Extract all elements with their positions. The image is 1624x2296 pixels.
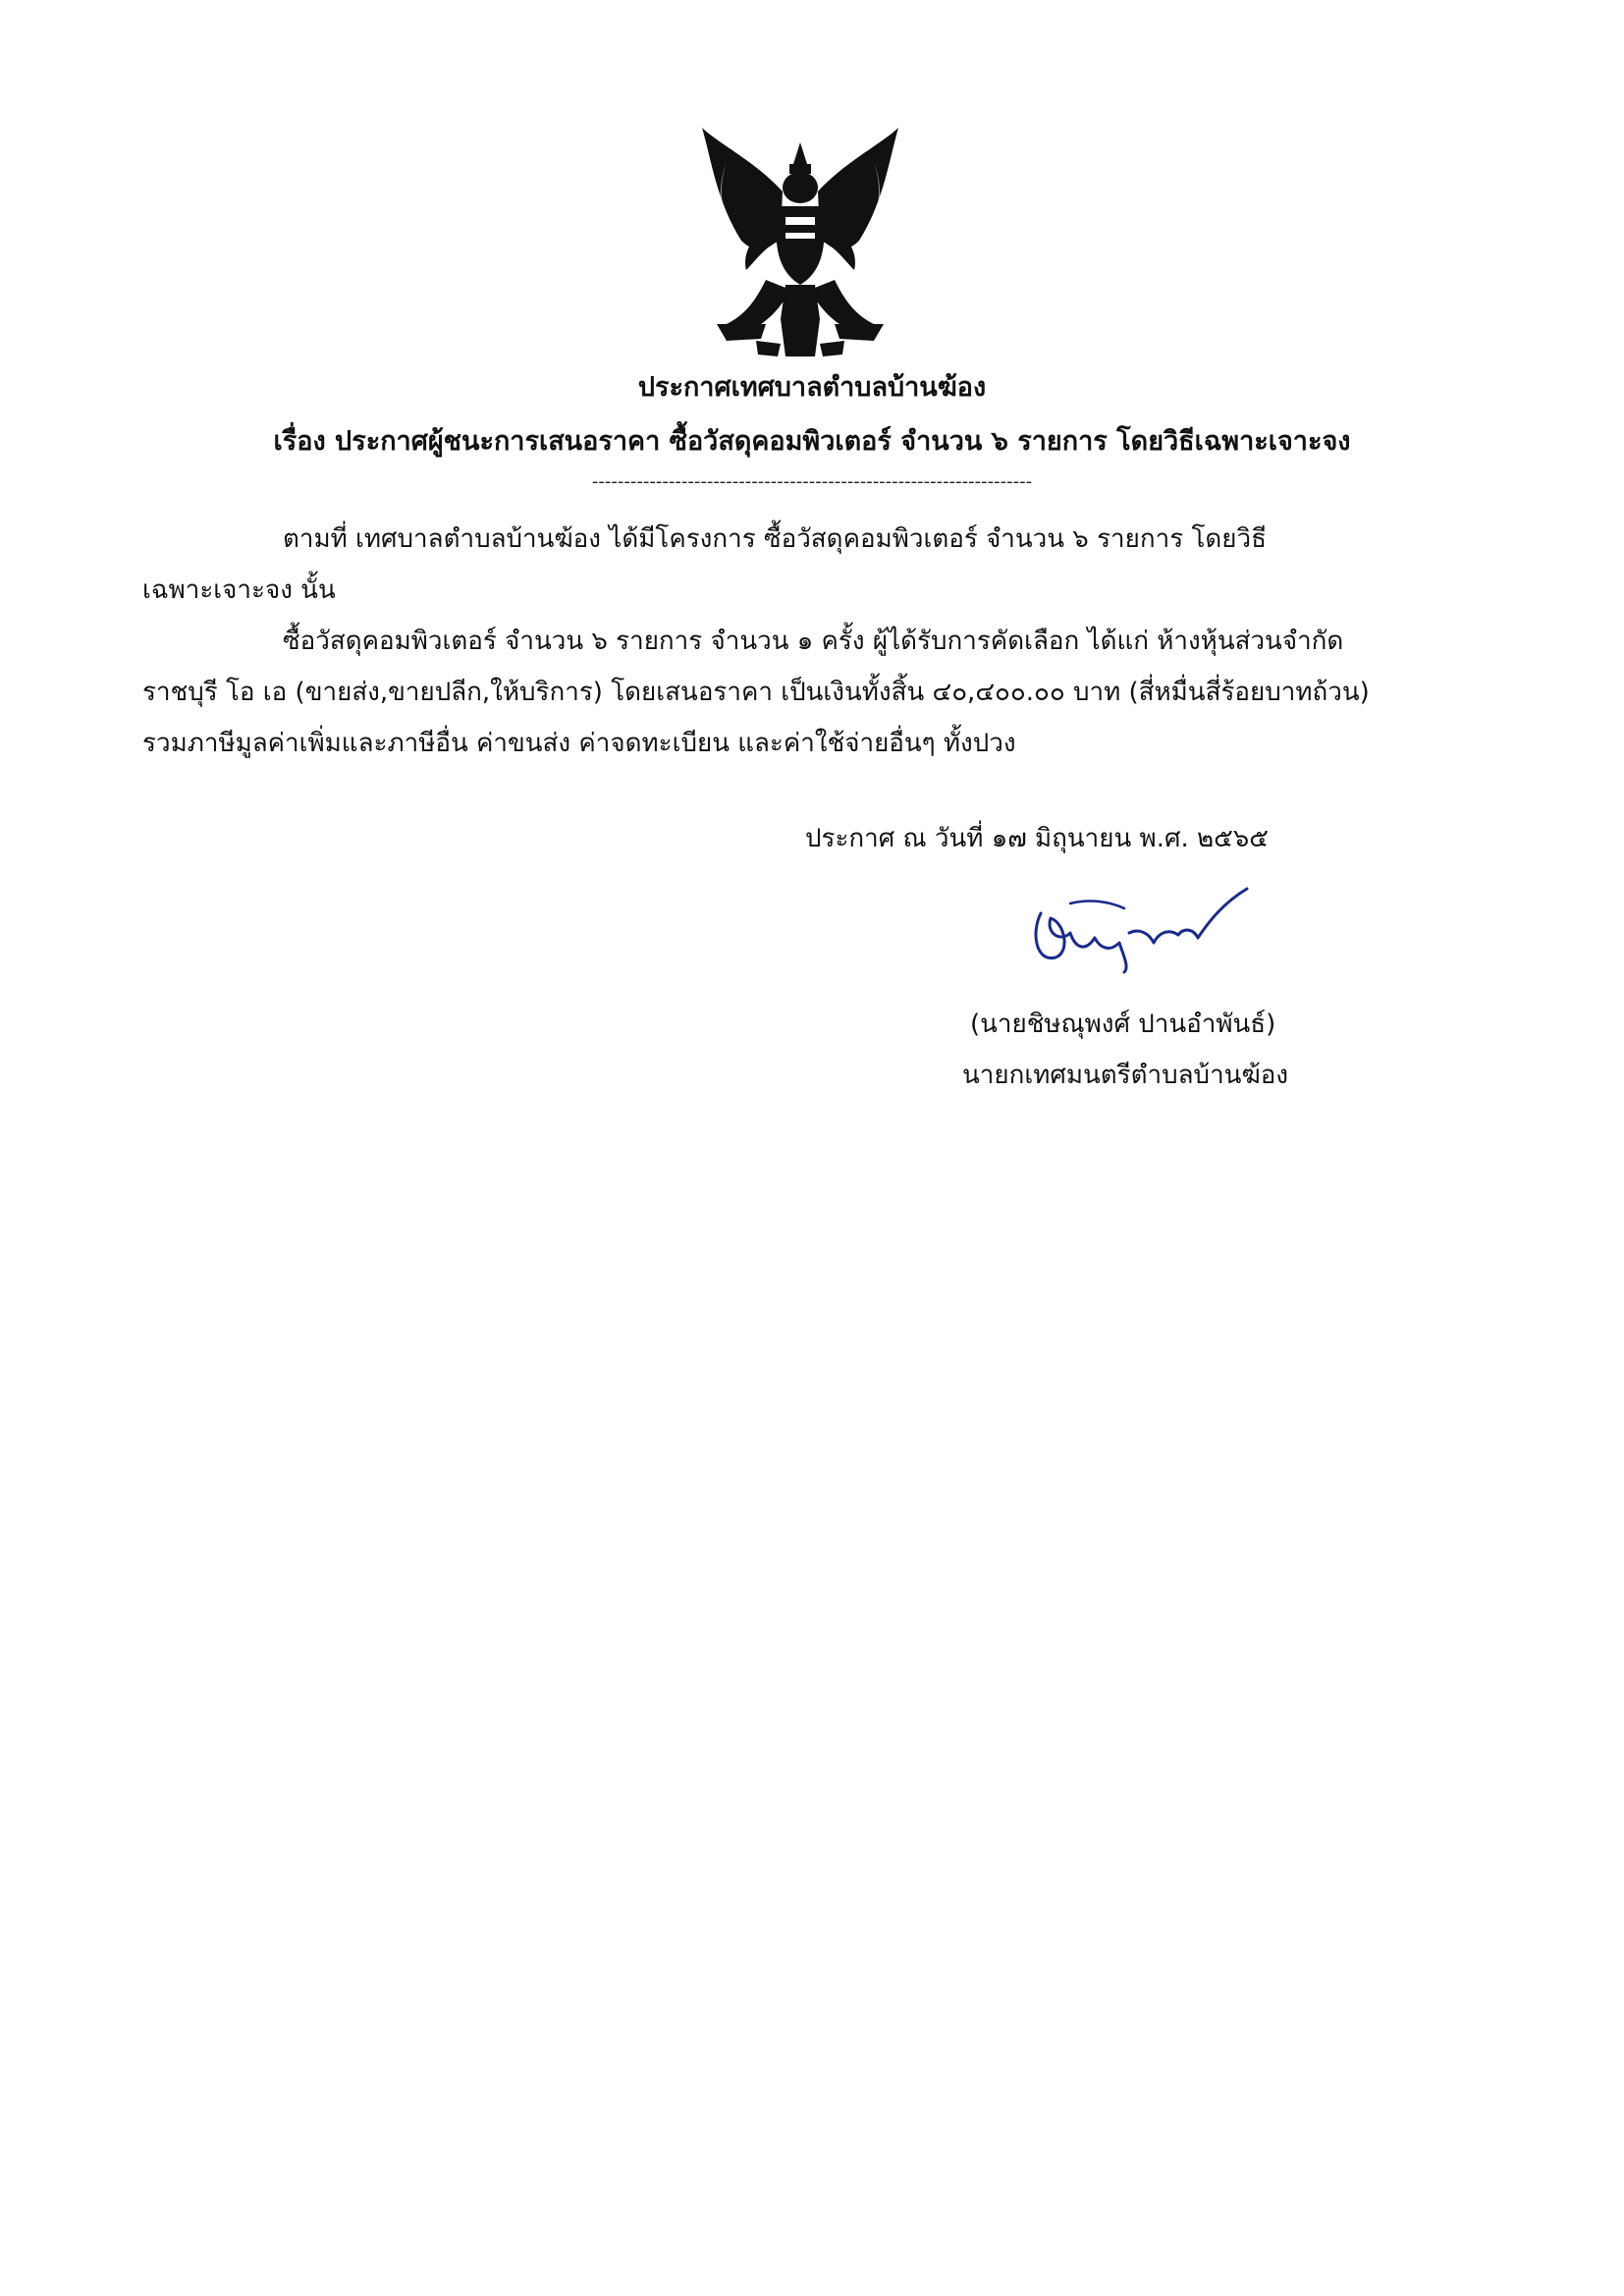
paragraph2-line1: ซื้อวัสดุคอมพิวเตอร์ จำนวน ๖ รายการ จำนวน ๑ ครั้ง ผู้ได้รับการคัดเลือก ได้แก่ ห้างหุ้นส่วนจำกัด bbox=[283, 627, 1344, 656]
announcement-date: ประกาศ ณ วันที่ ๑๗ มิถุนายน พ.ศ. ๒๕๖๕ bbox=[805, 824, 1269, 853]
signer-name: (นายชิษณุพงศ์ ปานอำพันธ์) bbox=[970, 1010, 1276, 1039]
paragraph1-line1: ตามที่ เทศบาลตำบลบ้านฆ้อง ได้มีโครงการ ซื้อวัสดุคอมพิวเตอร์ จำนวน ๖ รายการ โดยวิธี bbox=[283, 524, 1268, 554]
paragraph1-line2: เฉพาะเจาะจง นั้น bbox=[142, 575, 336, 605]
announcement-title: ประกาศเทศบาลตำบลบ้านฆ้อง bbox=[637, 372, 987, 403]
divider-line: --------------------------------------------------------------------- bbox=[591, 471, 1033, 492]
signer-position: นายกเทศมนตรีตำบลบ้านฆ้อง bbox=[962, 1061, 1289, 1090]
handwritten-signature-icon bbox=[1011, 874, 1267, 982]
paragraph2-line3: รวมภาษีมูลค่าเพิ่มและภาษีอื่น ค่าขนส่ง ค่าจดทะเบียน และค่าใช้จ่ายอื่นๆ ทั้งปวง bbox=[142, 729, 1016, 758]
announcement-subject: เรื่อง ประกาศผู้ชนะการเสนอราคา ซื้อวัสดุคอมพิวเตอร์ จำนวน ๖ รายการ โดยวิธีเฉพาะเจาะจง bbox=[273, 426, 1351, 457]
paragraph2-line2: ราชบุรี โอ เอ (ขายส่ง,ขายปลีก,ให้บริการ) โดยเสนอราคา เป็นเงินทั้งสิ้น ๔๐,๔๐๐.๐๐ บาท (สี่หมื่นสี่ร้อยบาทถ้วน) bbox=[142, 678, 1370, 707]
garuda-emblem-icon bbox=[687, 123, 913, 358]
